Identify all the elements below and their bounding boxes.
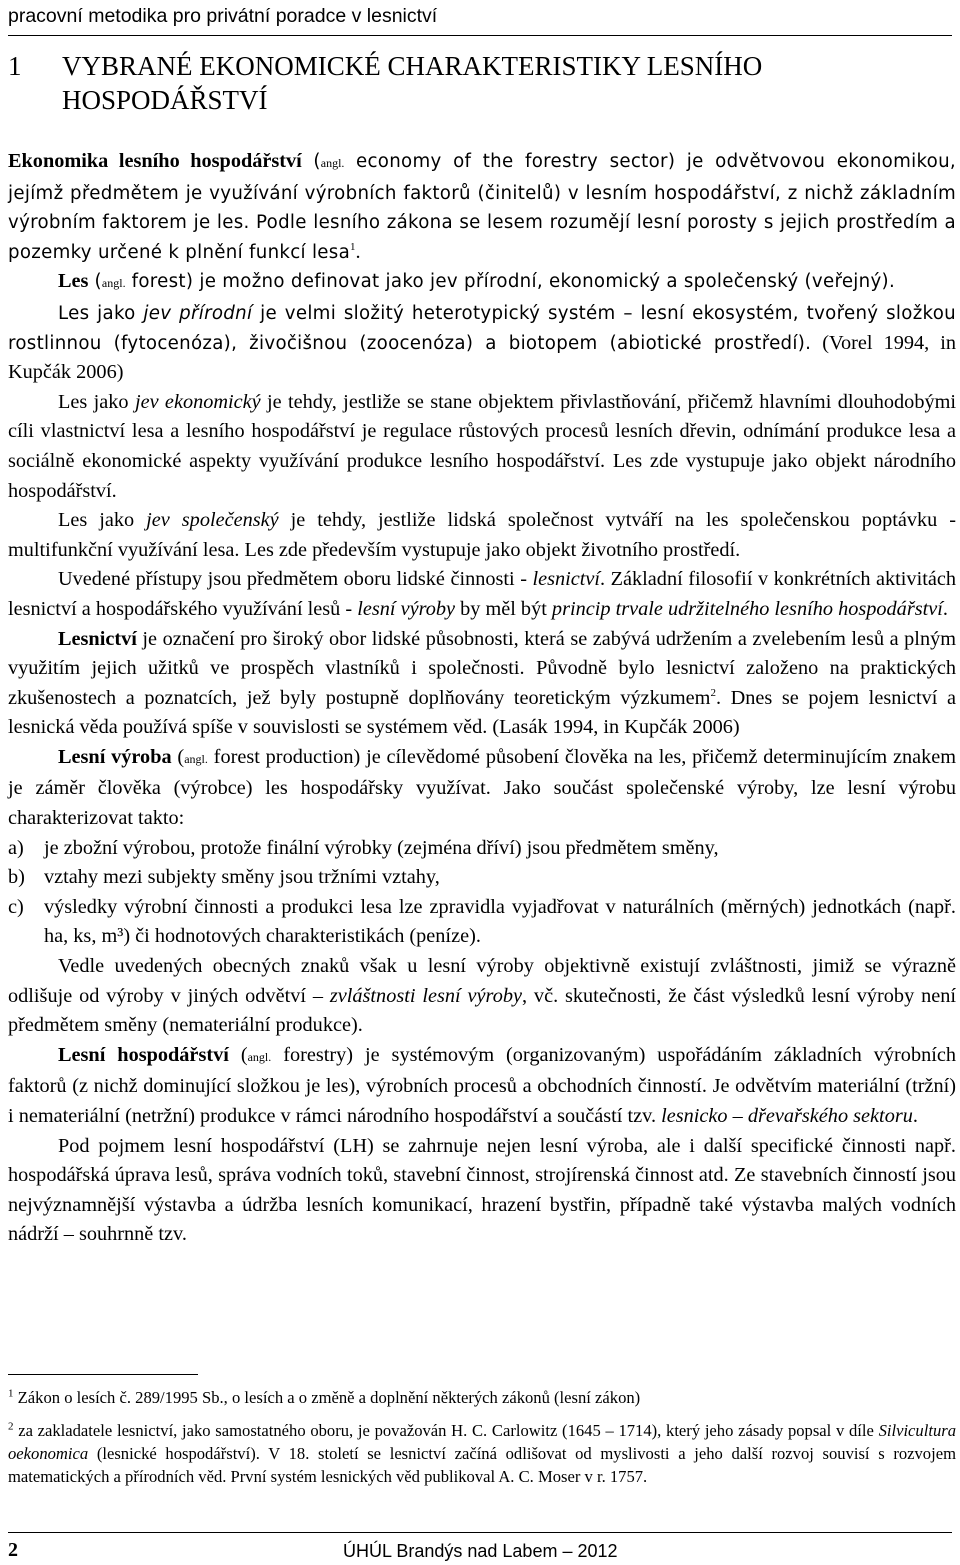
paragraph-jev-prirodni: Les jako jev přírodní je velmi složitý heterotypický systém – lesní ekosystém, tvořený složkou rostlinnou (fytocenóza), živočišnou (zoocenóza) a biotopem (abiotické prostředí). (Vorel 1994, in Kupčák 2006) [8, 302, 956, 384]
paragraph-zvlastnosti: Vedle uvedených obecných znaků však u lesní výroby objektivně existují zvláštnosti, jimiž se výrazně odlišuje od výroby v jiných odvětví – zvláštnosti lesní výroby, vč. skutečnosti, že část výsledků lesní výroby není předmětem směny (nemateriální produkce). [8, 955, 956, 1037]
header-title: pracovní metodika pro privátní poradce v lesnictví [8, 5, 438, 27]
footnote-1: $^1$ Zákon o lesích č. 289/1995 Sb., o lesích a o změně a doplnění některých zákonů (lesní zákon) [8, 1387, 641, 1407]
list-item: c) výsledky výrobní činnosti a produkci lesa lze zpravidla vyjadřovat v naturálních (měrných) jednotkách (např. ha, ks, m³) či hodnotových charakteristikách (peníze). [8, 895, 956, 948]
term: Lesnictví [58, 627, 137, 650]
paragraph-economics: Ekonomika lesního hospodářství (angl. economy of the forestry sector) je odvětvovou ekonomikou, jejímž předmětem je využívání výrobních faktorů (činitelů) v lesním hospodářství, z nichž základním výrobním faktorem je les. Podle lesního zákona se lesem rozumějí lesní porosty s jejich prostředím a pozemky určené k plnění funkcí lesa$^1$. [8, 150, 956, 263]
body-text [8, 147, 956, 1250]
list-item: a) je zbožní výrobou, protože finální výrobky (zejména dříví) jsou předmětem směny, [8, 836, 719, 859]
chapter-heading [8, 49, 952, 117]
paragraph-lh: Pod pojmem lesní hospodářství (LH) se zahrnuje nejen lesní výroba, ale i další specifické činnosti např. hospodářská úprava lesů, správa vodních toků, stavební činnost, strojírenská činnost atd. Ze stavebních činností jsou nejvýznamnější výstavba a údržba lesních komunikací, hrazení bystřin, případně také výstavba malých vodních nádrží – souhrnně tzv. [8, 1134, 956, 1246]
chapter-title-line2: HOSPODÁŘSTVÍ [62, 85, 268, 115]
page-number: 2 [8, 1539, 18, 1561]
footer-org: ÚHÚL Brandýs nad Labem – 2012 [343, 1541, 618, 1561]
paragraph-lesni-vyroba: Lesní výroba (angl. forest production) je cílevědomé působení člověka na les, přičemž determinujícím znakem je záměr člověka (výrobce) les hospodářsky využívat. Jako součást společenské výroby, lze lesní výrobu charakterizovat takto: [8, 745, 957, 830]
paragraph-jev-spolecensky: Les jako jev společenský je tehdy, jestliže lidská společnost vytváří na les společenskou poptávku - multifunkční využívání lesa. Les zde především vystupuje jako objekt životního prostředí. [8, 509, 957, 561]
footnote-separator [8, 1374, 198, 1375]
list-item: b) vztahy mezi subjekty směny jsou tržními vztahy, [8, 866, 440, 889]
paragraph-les: Les (angl. forest) je možno definovat jako jev přírodní, ekonomický a společenský (veřejný). [58, 270, 896, 293]
page-footer [8, 1532, 952, 1563]
chapter-number: 1 [8, 51, 22, 81]
chapter-title-line1: VYBRANÉ EKONOMICKÉ CHARAKTERISTIKY LESNÍHO [62, 51, 763, 81]
paragraph-jev-ekonomicky: Les jako jev ekonomický je tehdy, jestliže se stane objektem přivlastňování, přičemž hlavními dlouhodobými cíli vlastnictví lesa a lesního hospodářství je regulace růstových procesů lesních dřevin, odnímání produkce lesa a sociálně ekonomické aspekty využívání produkce lesního hospodářství. Les zde vystupuje jako objekt národního hospodářství. [8, 390, 957, 502]
term: Ekonomika lesního hospodářství [8, 150, 302, 172]
paragraph-lesni-hospodarstvi: Lesní hospodářství (angl. forestry) je systémovým (organizovaným) uspořádáním základních výrobních faktorů (z nichž dominující složkou je les), výrobních procesů a obchodních činností. Je odvětvím materiální (tržní) i nemateriální (netržní) produkce v rámci národního hospodářství a součástí tzv. lesnicko – dřevařského sektoru. [8, 1043, 957, 1127]
footnotes [8, 1386, 956, 1498]
term: Lesní hospodářství [58, 1043, 229, 1066]
footnote-ref-2: 2 [710, 686, 716, 699]
footnote-2: $^2$ za zakladatele lesnictví, jako samostatného oboru, je považován H. C. Carlowitz (1645 – 1714), který jeho zásady popsal v díle Silvicultura oekonomica (lesnické hospodářství). V 18. století se lesnictví začíná odlišovat od myslivosti a jeho další rozvoj souvisí s rozvojem matematických a přírodních věd. První systém lesnických věd publikoval A. C. Moser v r. 1757. [8, 1420, 956, 1486]
footnote-ref-1: 1 [350, 241, 356, 254]
paragraph-pristupy: Uvedené přístupy jsou předmětem oboru lidské činnosti - lesnictví. Základní filosofií v konkrétních aktivitách lesnictví a hospodářského využívání lesů - lesní výroby by měl být princip trvale udržitelného lesního hospodářství. [8, 568, 956, 620]
paragraph-lesnictvi: Lesnictví je označení pro široký obor lidské působnosti, která se zabývá udržením a zvelebením lesů a plným využitím jejich užitků ve prospěch vlastníků i společnosti. Původně bylo lesnictví založeno na praktických zkušenostech a poznatcích, jež byly postupně doplňovány teoretickým výzkumem$^2$. Dnes se pojem lesnictví a lesnická věda používá spíše v souvislosti se systémem věd. (Lasák 1994, in Kupčák 2006) [8, 627, 956, 739]
term: Lesní výroba [58, 745, 172, 768]
running-header [8, 2, 952, 36]
term: Les [58, 270, 89, 293]
